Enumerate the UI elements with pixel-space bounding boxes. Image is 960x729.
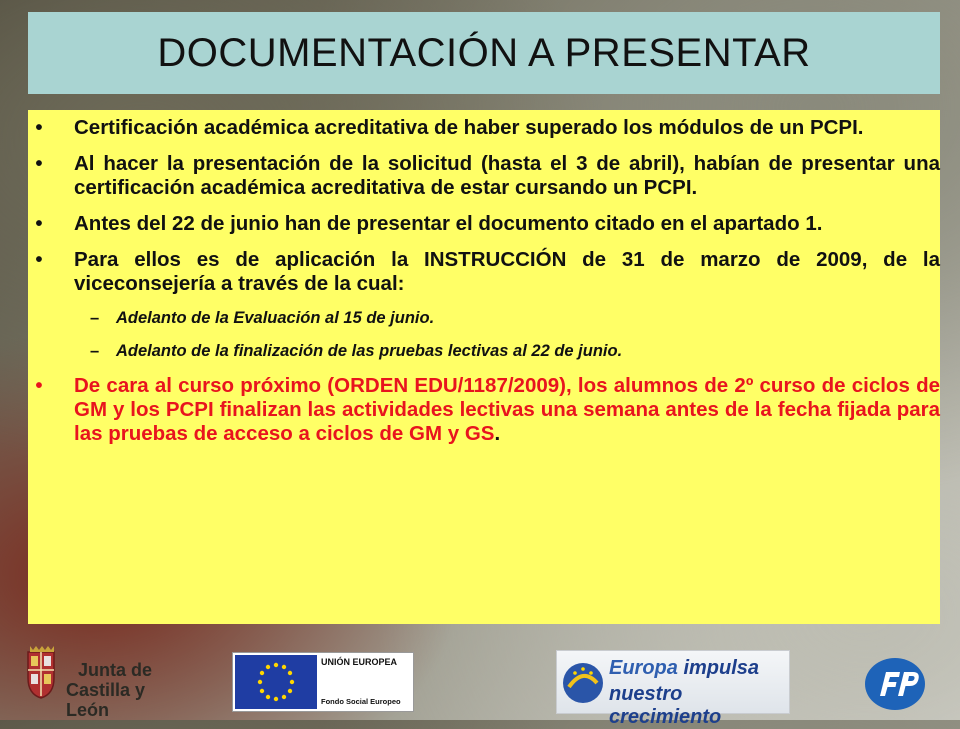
- impulsa-word: impulsa: [683, 657, 760, 679]
- bullet-text: Certificación académica acreditativa de haber superado los módulos de un PCPI.: [74, 116, 864, 139]
- coat-of-arms-icon: [22, 644, 60, 702]
- title-bar: [28, 12, 940, 94]
- junta-castilla-leon-logo: [22, 640, 152, 720]
- content-panel: [28, 110, 940, 624]
- sub-bullet-marker: –: [90, 309, 100, 327]
- bullet-text: Antes del 22 de junio han de presentar el documento citado en el apartado 1.: [74, 212, 823, 235]
- bullet-text: Al hacer la presentación de la solicitud (hasta el 3 de abril), habían de presentar una certificación académica acreditativa de estar cursando un PCPI.: [74, 152, 940, 199]
- eu-flag-icon: [235, 655, 317, 709]
- sub-bullet-text: Adelanto de la Evaluación al 15 de junio.: [116, 309, 435, 327]
- fp-logo-icon: [862, 654, 928, 714]
- bullet-marker: •: [35, 116, 43, 139]
- sub-bullet-item: [90, 308, 936, 328]
- highlight-bullet-text: De cara al curso próximo (ORDEN EDU/1187/2009), los alumnos de 2º curso de ciclos de GM y los PCPI finalizan las actividades lectivas una semana antes de la fecha fijada para las pruebas de acceso a ciclos de GM y GS: [74, 374, 940, 445]
- europa-line-2: nuestro crecimiento: [609, 683, 722, 728]
- highlight-bullet: [35, 374, 940, 446]
- bullet-marker: •: [35, 212, 43, 235]
- bullet-marker: •: [35, 374, 43, 397]
- bullet-marker: •: [35, 152, 43, 175]
- footer-logos: [0, 630, 960, 728]
- bullet-item: [35, 152, 940, 200]
- europa-word: Europa: [609, 657, 678, 679]
- europa-impulsa-logo: [556, 650, 790, 728]
- bullet-text: Para ellos es de aplicación la INSTRUCCIÓN de 31 de marzo de 2009, de la viceconsejería a través de la cual:: [74, 248, 940, 295]
- jcyl-line-2: Castilla y León: [66, 680, 146, 720]
- europa-emblem-icon: [561, 657, 605, 709]
- bullet-item: [35, 212, 940, 236]
- eu-fse-logo: [232, 652, 414, 712]
- bullet-item: [35, 248, 940, 296]
- jcyl-wordmark: [66, 660, 156, 720]
- europa-line-1: [609, 657, 759, 680]
- highlight-bullet-end: .: [494, 422, 501, 445]
- sub-bullet-item: [90, 341, 936, 361]
- eu-title: UNIÓN EUROPEA: [321, 657, 398, 667]
- sub-bullet-marker: –: [90, 342, 100, 360]
- bullet-item: [35, 116, 940, 140]
- sub-bullet-text: Adelanto de la finalización de las pruebas lectivas al 22 de junio.: [116, 342, 623, 360]
- bullet-marker: •: [35, 248, 43, 271]
- slide-title: DOCUMENTACIÓN A PRESENTAR: [157, 30, 811, 75]
- eu-subtitle: Fondo Social Europeo: [321, 697, 401, 706]
- jcyl-line-1: Junta de: [77, 660, 152, 680]
